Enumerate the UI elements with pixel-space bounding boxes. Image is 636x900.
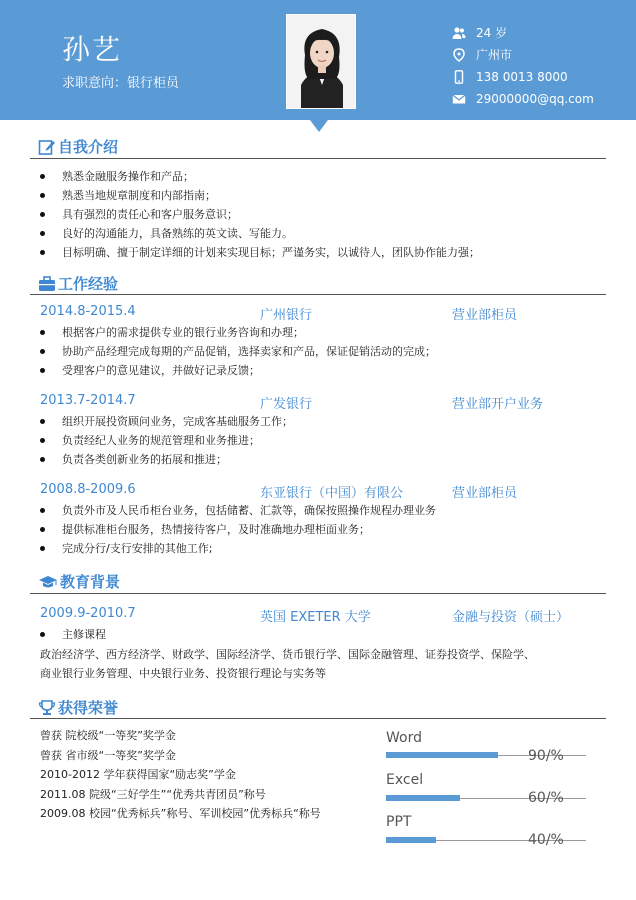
honor-item: 曾获 院校级“一等奖”奖学金 — [40, 729, 176, 742]
section-title-text: 获得荣誉 — [58, 699, 119, 717]
list-item: 提供标准柜台服务，热情接待客户，及时准确地办理柜面业务； — [40, 520, 436, 539]
education-degree: 金融与投资（硕士） — [452, 610, 570, 625]
job-period: 2013.7-2014.7 — [40, 393, 136, 408]
job-role: 营业部柜员 — [452, 486, 518, 501]
skill-fill — [386, 837, 436, 843]
list-item: 负责各类创新业务的拓展和推进； — [40, 450, 293, 469]
education-school: 英国 EXETER 大学 — [260, 610, 371, 625]
job-duties — [40, 323, 436, 380]
education-period: 2009.9-2010.7 — [40, 606, 136, 621]
list-item: 负责外市及人民币柜台业务，包括储蓄、汇款等，确保按照操作规程办理业务 — [40, 501, 436, 520]
contact-city — [452, 44, 594, 66]
course-line: 政治经济学、西方经济学、财政学、国际经济学、货币银行学、国际金融管理、证券投资学、保险学、 — [40, 648, 535, 661]
job-role: 营业部柜员 — [452, 308, 518, 323]
list-item: 良好的沟通能力，具备熟练的英文读、写能力。 — [40, 224, 480, 243]
mail-icon — [452, 92, 466, 106]
section-title-work — [38, 273, 118, 294]
trophy-icon — [38, 699, 56, 717]
contact-phone — [452, 66, 594, 88]
list-item: 目标明确、擅于制定详细的计划来实现目标；严谨务实，以诚待人，团队协作能力强； — [40, 243, 480, 262]
job-company: 东亚银行（中国）有限公 — [260, 486, 404, 501]
honor-list — [40, 726, 350, 824]
briefcase-icon — [38, 275, 56, 293]
user-icon — [452, 26, 466, 40]
section-title-education — [38, 571, 120, 592]
job-header — [40, 393, 580, 411]
honor-item: 2011.08 院级“三好学生”“优秀共青团员”称号 — [40, 787, 266, 801]
section-title-intro — [38, 136, 118, 157]
list-item: 主修课程 — [40, 625, 106, 644]
contact-text: 24 岁 — [476, 26, 508, 40]
header-pointer — [310, 120, 328, 132]
graduation-cap-icon — [38, 573, 58, 591]
skill-name: Word — [386, 730, 422, 746]
skill-percent: 60/% — [528, 790, 564, 806]
honor-item: 曾获 省市级“一等奖”奖学金 — [40, 748, 176, 762]
section-divider — [30, 294, 606, 295]
course-line: 商业银行业务管理、中央银行业务、投资银行理论与实务等 — [40, 667, 326, 680]
course-label-list — [40, 625, 106, 644]
skill-fill — [386, 752, 498, 758]
section-title-text: 工作经验 — [58, 275, 119, 293]
job-period: 2008.8-2009.6 — [40, 482, 136, 497]
list-item: 协助产品经理完成每期的产品促销，选择卖家和产品，保证促销活动的完成； — [40, 342, 436, 361]
skill-percent: 40/% — [528, 832, 564, 848]
list-item: 熟悉金融服务操作和产品； — [40, 167, 480, 186]
job-period: 2014.8-2015.4 — [40, 304, 136, 319]
contact-text: 138 0013 8000 — [476, 70, 568, 84]
contact-email[interactable] — [452, 88, 594, 110]
list-item: 负责经纪人业务的规范管理和业务推进； — [40, 431, 293, 450]
job-duties — [40, 412, 293, 469]
list-item: 组织开展投资顾问业务，完成客基础服务工作； — [40, 412, 293, 431]
education-header — [40, 606, 580, 624]
list-item: 根据客户的需求提供专业的银行业务咨询和办理； — [40, 323, 436, 342]
profile-photo — [286, 14, 356, 109]
skill-percent: 90/% — [528, 748, 564, 764]
job-duties — [40, 501, 436, 558]
job-role: 营业部开户业务 — [452, 397, 544, 412]
list-item: 具有强烈的责任心和客户服务意识； — [40, 205, 480, 224]
section-divider — [30, 593, 606, 594]
honor-item: 2010-2012 学年获得国家“励志奖”学金 — [40, 768, 236, 781]
list-item: 熟悉当地规章制度和内部指南； — [40, 186, 480, 205]
contact-text: 29000000@qq.com — [476, 92, 594, 106]
job-header — [40, 482, 580, 500]
contact-list — [452, 22, 594, 110]
honor-item: 2009.08 校园“优秀标兵”称号、军训校园”优秀标兵“称号 — [40, 807, 321, 820]
contact-text: 广州市 — [476, 48, 513, 62]
job-company: 广发银行 — [260, 397, 313, 412]
job-header — [40, 304, 580, 322]
header-banner — [0, 0, 636, 120]
section-title-text: 自我介绍 — [58, 138, 119, 156]
job-intent: 求职意向：银行柜员 — [62, 76, 180, 91]
skill-name: Excel — [386, 772, 424, 788]
phone-icon — [452, 70, 466, 84]
section-divider — [30, 158, 606, 159]
skill-name: PPT — [386, 814, 412, 830]
edit-icon — [38, 138, 56, 156]
list-item: 受理客户的意见建议，并做好记录反馈； — [40, 361, 436, 380]
section-title-honors — [38, 697, 118, 718]
candidate-name: 孙艺 — [62, 33, 123, 66]
job-company: 广州银行 — [260, 308, 313, 323]
location-icon — [452, 48, 466, 62]
section-divider — [30, 718, 606, 719]
intro-list — [40, 167, 480, 262]
contact-age — [452, 22, 594, 44]
list-item: 完成分行/支行安排的其他工作; — [40, 539, 436, 558]
section-title-text: 教育背景 — [60, 573, 121, 591]
skill-fill — [386, 795, 460, 801]
